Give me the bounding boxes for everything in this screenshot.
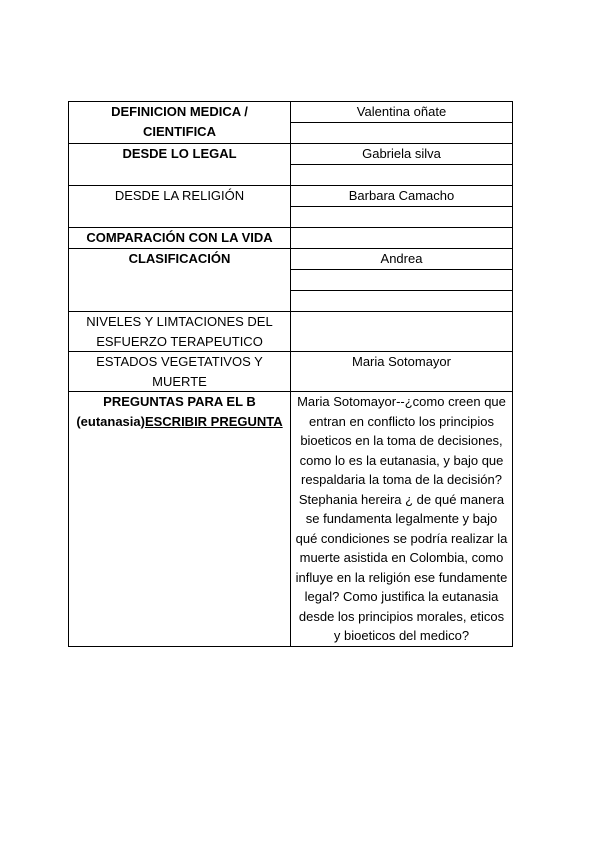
row-label-estados: ESTADOS VEGETATIVOS Y MUERTE (69, 352, 291, 392)
empty-cell (291, 165, 513, 186)
row-label-preguntas: PREGUNTAS PARA EL B (eutanasia)ESCRIBIR PREGUNTA (69, 392, 291, 647)
table-row (69, 186, 513, 207)
row-label-religion: DESDE LA RELIGIÓN (69, 186, 291, 228)
table-row (69, 228, 513, 249)
empty-cell (291, 270, 513, 291)
assignment-table (68, 101, 513, 647)
row-label-legal: DESDE LO LEGAL (69, 144, 291, 186)
table-row (69, 249, 513, 270)
table-row (69, 312, 513, 352)
empty-cell (291, 228, 513, 249)
table-row (69, 144, 513, 165)
table-row (69, 392, 513, 647)
row-label-comparacion: COMPARACIÓN CON LA VIDA (69, 228, 291, 249)
row-value-legal: Gabriela silva (291, 144, 513, 165)
row-label-definicion: DEFINICION MEDICA / CIENTIFICA (69, 102, 291, 144)
table-row (69, 352, 513, 392)
row-label-clasificacion: CLASIFICACIÓN (69, 249, 291, 312)
row-value-definicion: Valentina oñate (291, 102, 513, 123)
row-label-niveles: NIVELES Y LIMTACIONES DEL ESFUERZO TERAPEUTICO (69, 312, 291, 352)
row-value-estados: Maria Sotomayor (291, 352, 513, 392)
table-row (69, 102, 513, 123)
row-value-clasificacion: Andrea (291, 249, 513, 270)
empty-cell (291, 312, 513, 352)
escribir-pregunta-label: ESCRIBIR PREGUNTA (144, 413, 283, 429)
row-value-religion: Barbara Camacho (291, 186, 513, 207)
empty-cell (291, 123, 513, 144)
empty-cell (291, 291, 513, 312)
empty-cell (291, 207, 513, 228)
row-value-preguntas: Maria Sotomayor--¿como creen que entran en conflicto los principios bioeticos en la toma de decisiones, como lo es la eutanasia, y bajo que respaldaria la toma de la decisión? Stephania hereira ¿ de qué manera se fundamenta legalmente y bajo qué condiciones se podría realizar la muerte asistida en Colombia, como influye en la religión ese fundamente legal? Como justifica la eutanasia desde los principios morales, eticos y bioeticos del medico? (291, 392, 513, 647)
